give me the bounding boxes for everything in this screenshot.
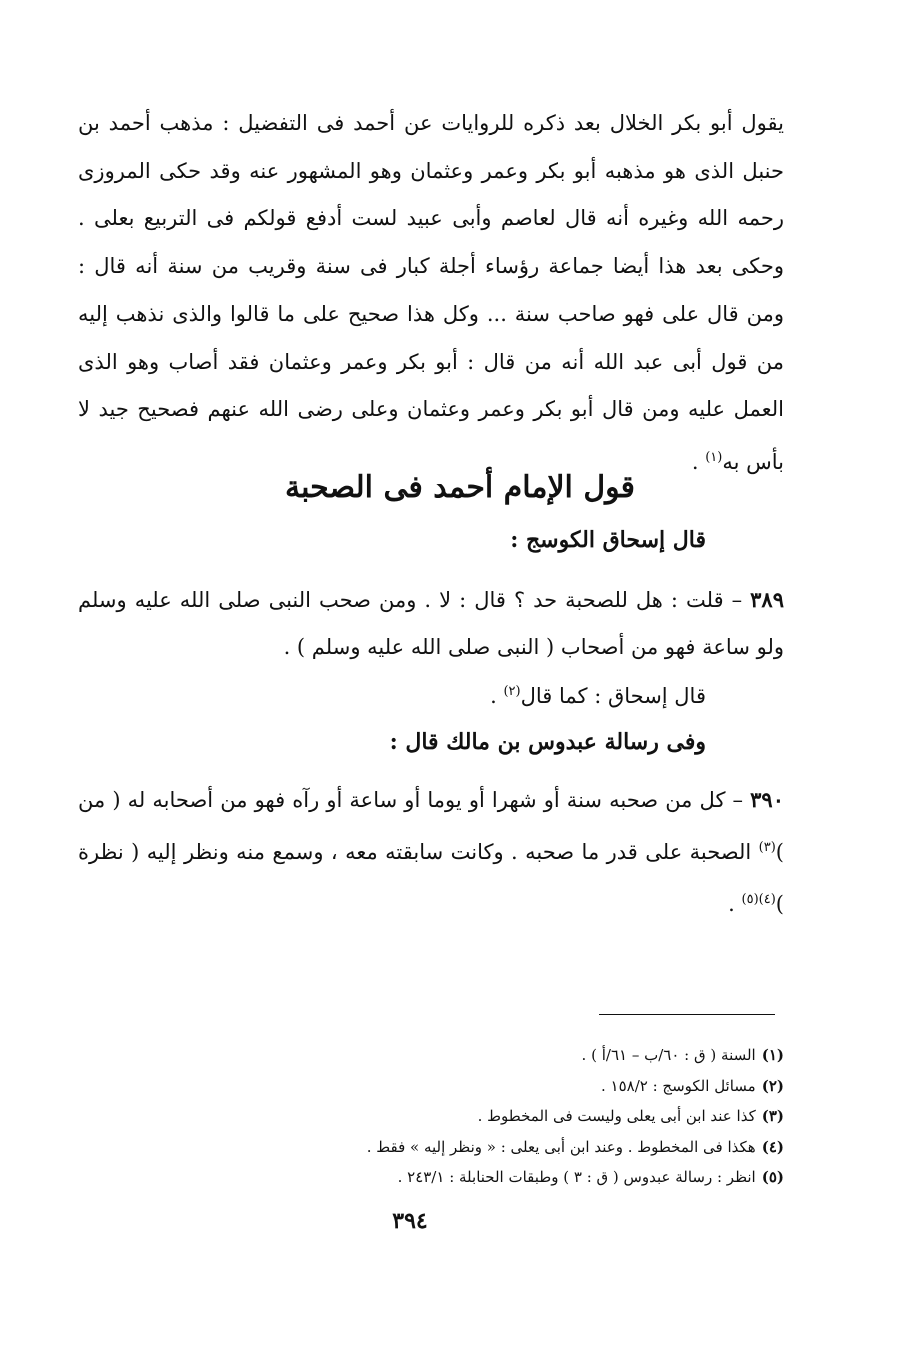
footnote-3: [200, 1101, 784, 1132]
entry-390-text-a: – كل من صحبه سنة أو شهرا أو يوما أو ساعة أو رآه فهو من أصحابه له ( من ): [78, 788, 784, 864]
entry-390: [78, 776, 784, 928]
footnote-number: (١): [761, 1046, 784, 1064]
footnote-text: كذا عند ابن أبى يعلى وليست فى المخطوط .: [477, 1107, 756, 1126]
footnote-text: السنة ( ق : ٦٠/ب – ٦١/أ ) .: [581, 1046, 756, 1064]
entry-number-389: ٣٨٩: [750, 587, 784, 612]
paragraph-end: .: [691, 449, 706, 474]
footnote-number: (٢): [761, 1076, 784, 1095]
footnote-number: (٤): [761, 1137, 784, 1156]
entry-390-end: .: [728, 892, 742, 916]
page-number: ٣٩٤: [392, 1208, 428, 1234]
subheading-ishaq: قال إسحاق الكوسج :: [510, 527, 706, 553]
footnote-5: [200, 1162, 784, 1193]
entry-number-390: ٣٩٠: [750, 787, 784, 812]
footnote-ref-4-5: (٤)(٥): [741, 892, 776, 907]
paragraph-text: يقول أبو بكر الخلال بعد ذكره للروايات عن أحمد فى التفضيل : مذهب أحمد بن حنبل الذى هو مذهبه أبو بكر وعمر وعثمان وهو المشهور عنه وقد حكى المروزى رحمه الله وغيره أنه قال لعاصم وأبى عبيد لست أدفع قولكم فى التربيع بعلى . وحكى بعد هذا أيضا جماعة رؤساء أجلة كبار فى سنة وقريب من سنة أنه قال : ومن قال على فهو صاحب سنة ... وكل هذا صحيح على ما قالوا والذى نذهب إليه من قول أبى عبد الله أنه من قال : أبو بكر وعمر وعثمان فقد أصاب وهو الذى العمل عليه ومن قال أبو بكر وعمر وعثمان وعلى رضى الله عنهم فصحيح جيد لا بأس به: [78, 111, 784, 474]
footnote-separator: [599, 1014, 775, 1015]
section-heading: قول الإمام أحمد فى الصحبة: [285, 470, 635, 505]
subheading-abdus: وفى رسالة عبدوس بن مالك قال :: [389, 729, 706, 755]
footnote-ref-2: (٢): [503, 684, 521, 699]
entry-389-text: – قلت : هل للصحبة حد ؟ قال : لا . ومن صحب النبى صلى الله عليه وسلم ولو ساعة فهو من أصحاب ( النبى صلى الله عليه وسلم ) .: [78, 588, 784, 659]
footnote-text: انظر : رسالة عبدوس ( ق : ٣ ) وطبقات الحنابلة : ٢٤٣/١ .: [397, 1168, 756, 1187]
entry-390-text-b: الصحبة على قدر ما صحبه . وكانت سابقته معه ، وسمع منه ونظر إليه ( نظرة ): [78, 840, 784, 916]
footnote-ref-3: (٣): [758, 840, 776, 855]
footnote-text: هكذا فى المخطوط . وعند ابن أبى يعلى : « ونظر إليه » فقط .: [366, 1137, 756, 1156]
footnote-ref-1: (١): [705, 449, 723, 465]
footnote-2: [200, 1071, 784, 1102]
ishaq-line: [78, 668, 706, 720]
opening-paragraph: [78, 100, 784, 487]
footnote-4: [200, 1132, 784, 1163]
footnote-number: (٣): [761, 1107, 784, 1126]
footnote-1: [200, 1040, 784, 1071]
footnote-number: (٥): [761, 1168, 784, 1187]
ishaq-line-end: .: [490, 684, 504, 708]
entry-389: [78, 576, 784, 671]
footnotes: [200, 1040, 784, 1193]
ishaq-line-text: قال إسحاق : كما قال: [520, 684, 706, 708]
footnote-text: مسائل الكوسج : ١٥٨/٢ .: [600, 1076, 756, 1095]
